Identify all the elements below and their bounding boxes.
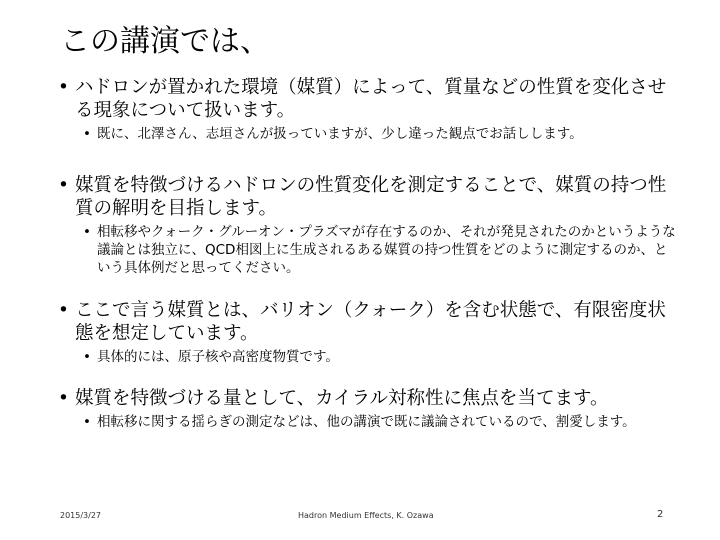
bullet-4 bbox=[58, 387, 678, 410]
bullet-3-text: ここで言う媒質とは、バリオン（クォーク）を含む状態で、有限密度状態を想定しています。 bbox=[75, 300, 666, 344]
sub-bullet-3 bbox=[83, 348, 678, 366]
bullet-block-2 bbox=[58, 174, 678, 277]
bullet-block-3 bbox=[58, 299, 678, 366]
bullet-4-text: 媒質を特徴づける量として、カイラル対称性に焦点を当てます。 bbox=[75, 388, 609, 409]
bullet-2 bbox=[58, 174, 678, 220]
footer-title: Hadron Medium Effects, K. Ozawa bbox=[298, 511, 434, 520]
bullet-block-4 bbox=[58, 387, 678, 431]
sub-bullet-marker: • bbox=[83, 126, 91, 142]
bullet-marker: • bbox=[58, 300, 69, 321]
sub-bullet-4 bbox=[83, 413, 678, 431]
bullet-2-text: 媒質を特徴づけるハドロンの性質変化を測定することで、媒質の持つ性質の解明を目指します。 bbox=[75, 175, 667, 219]
sub-bullet-marker: • bbox=[83, 414, 91, 430]
sub-bullet-2 bbox=[83, 223, 678, 277]
page-number: 2 bbox=[657, 509, 664, 520]
bullet-3 bbox=[58, 299, 678, 345]
sub-bullet-marker: • bbox=[83, 349, 91, 365]
sub-bullet-4-text: 相転移に関する揺らぎの測定などは、他の講演で既に議論されているので、割愛します。 bbox=[97, 414, 636, 430]
bullet-marker: • bbox=[58, 77, 69, 98]
sub-bullet-2-text: 相転移やクォーク・グルーオン・プラズマが存在するのか、それが発見されたのかというような議論とは独立に、QCD相図上に生成されるある媒質の持つ性質をどのように測定するのか、という具体例だと思ってください。 bbox=[97, 224, 676, 276]
sub-bullet-1-text: 既に、北澤さん、志垣さんが扱っていますが、少し違った観点でお話しします。 bbox=[97, 126, 583, 142]
sub-bullet-marker: • bbox=[83, 224, 91, 240]
sub-bullet-1 bbox=[83, 125, 678, 143]
bullet-1 bbox=[58, 76, 678, 122]
bullet-1-text: ハドロンが置かれた環境（媒質）によって、質量などの性質を変化させる現象について扱います。 bbox=[75, 77, 667, 121]
bullet-marker: • bbox=[58, 175, 69, 196]
footer-date: 2015/3/27 bbox=[60, 511, 102, 520]
sub-bullet-3-text: 具体的には、原子核や高密度物質です。 bbox=[97, 349, 339, 365]
bullet-marker: • bbox=[58, 388, 69, 409]
bullet-block-1 bbox=[58, 76, 678, 143]
slide-title: この講演では、 bbox=[60, 24, 270, 59]
